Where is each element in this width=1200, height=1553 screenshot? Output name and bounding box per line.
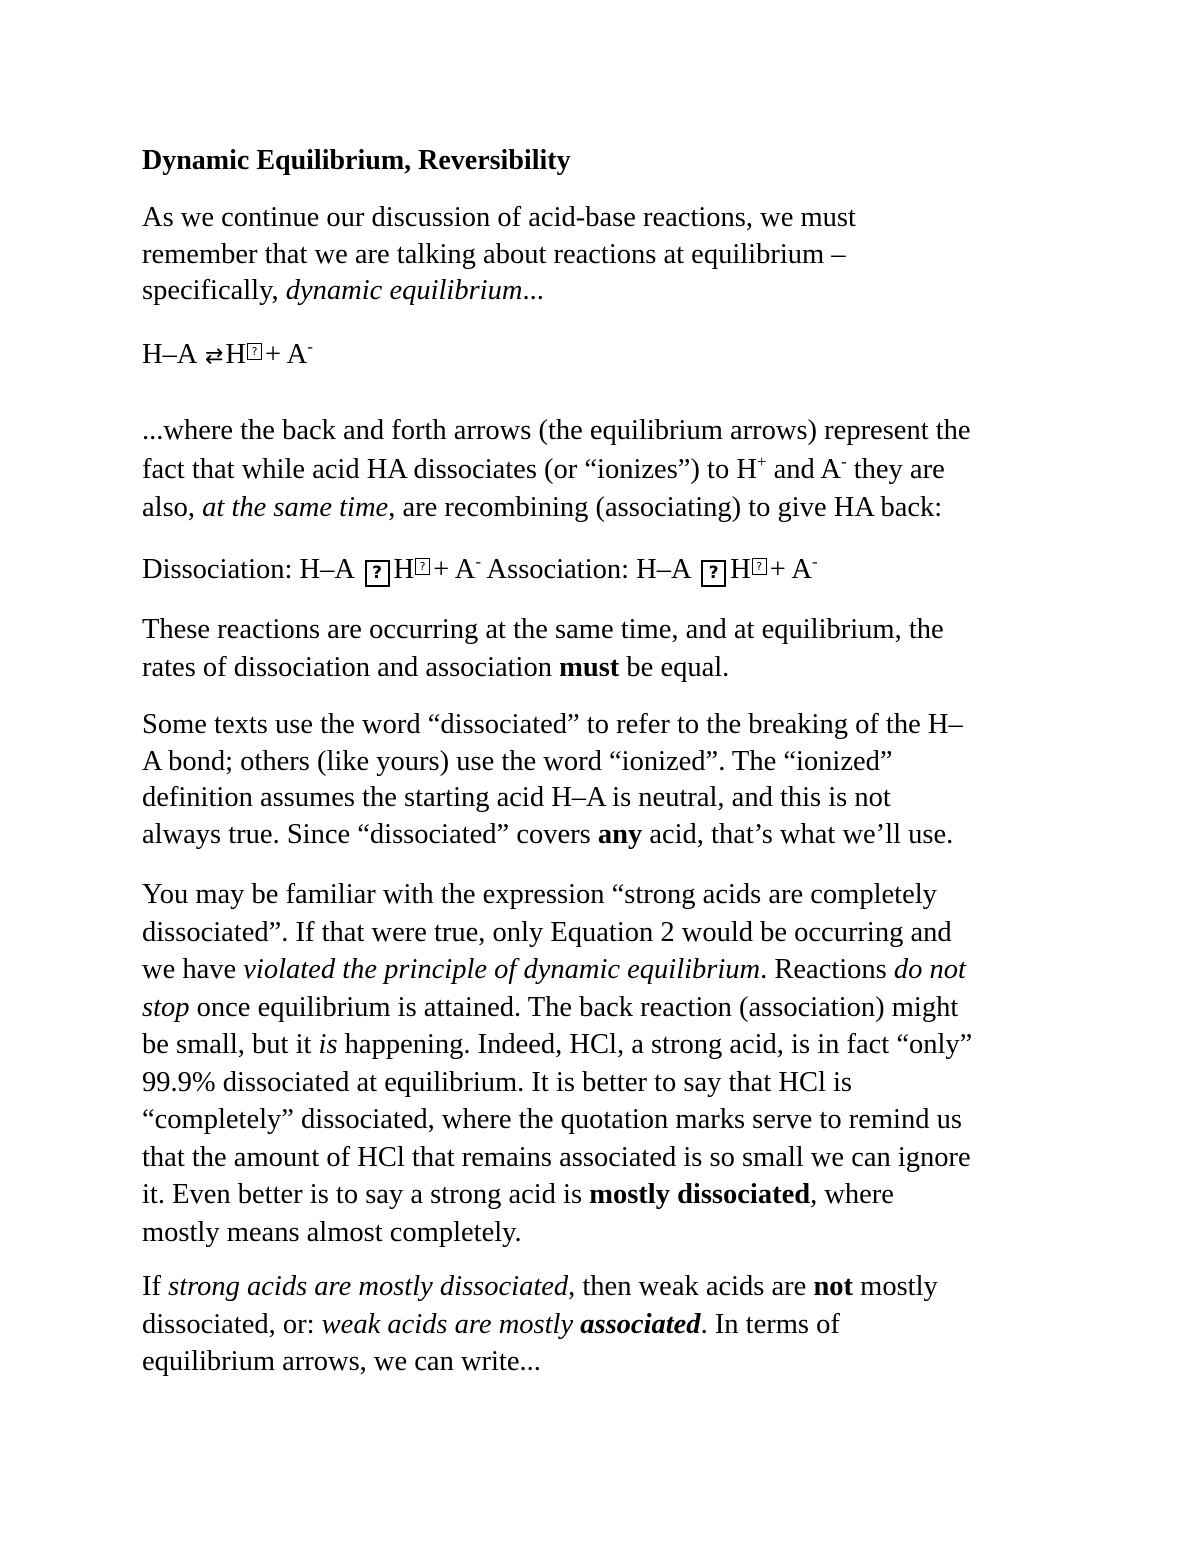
missing-glyph-icon: ?	[701, 560, 726, 587]
text-line	[142, 451, 1082, 490]
text-run: happening. Indeed, HCl, a strong acid, is in fact “only”	[337, 1029, 973, 1060]
emphasis-text: at the same time	[202, 492, 389, 523]
equilibrium-equation	[142, 337, 313, 375]
missing-glyph-icon: ?	[247, 343, 262, 360]
paragraph-rates	[142, 611, 1082, 687]
text-run: ...	[522, 275, 544, 306]
text-line: equilibrium arrows, we can write...	[142, 1346, 541, 1377]
text-run: acid, that’s what we’ll use.	[642, 818, 954, 850]
missing-glyph-icon: ?	[752, 558, 767, 575]
text-run: . In terms of	[700, 1308, 840, 1340]
emphasis-text: violated the principle of dynamic equilibrium	[243, 954, 761, 985]
missing-glyph-icon: ?	[415, 558, 430, 575]
text-line	[142, 649, 1082, 687]
product-a: + A	[769, 554, 812, 585]
text-line	[142, 1026, 1082, 1064]
bold-text: mostly dissociated	[589, 1179, 811, 1210]
product-h: H	[730, 554, 751, 585]
charge-minus: -	[307, 337, 313, 356]
text-line: ...where the back and forth arrows (the equilibrium arrows) represent the	[142, 415, 971, 446]
equilibrium-arrows-icon: ⇄	[204, 344, 224, 369]
text-line: mostly means almost completely.	[142, 1216, 522, 1248]
emphasis-text: strong acids are mostly dissociated	[168, 1271, 569, 1302]
text-run: . Reactions	[760, 954, 894, 985]
text-line: remember that we are talking about reactions at equilibrium –	[142, 238, 846, 270]
text-line	[142, 273, 1082, 310]
text-line: definition assumes the starting acid H–A is neutral, and this is not	[142, 782, 891, 813]
text-run: dissociated, or:	[142, 1308, 322, 1340]
dissociation-association-equations	[142, 552, 818, 588]
text-run: , where	[810, 1179, 894, 1210]
emphasis-text: weak acids are mostly	[321, 1308, 581, 1340]
product-h: H	[225, 339, 246, 370]
text-line	[142, 489, 1082, 528]
text-line	[142, 1306, 1082, 1344]
text-run: rates of dissociation and association	[142, 652, 560, 683]
text-run: If	[142, 1271, 169, 1302]
text-line	[142, 817, 1082, 854]
text-line: “completely” dissociated, where the quotation marks serve to remind us	[142, 1104, 962, 1135]
paragraph-arrows	[142, 412, 1082, 528]
bold-emphasis-text: associated	[580, 1308, 701, 1340]
emphasis-text: is	[318, 1029, 338, 1060]
charge-minus: -	[811, 552, 818, 571]
association-label: Association: H–A	[486, 554, 690, 585]
emphasis-text: do not	[893, 954, 966, 985]
emphasis-text: dynamic equilibrium	[285, 275, 523, 306]
missing-glyph-icon: ?	[365, 560, 390, 587]
text-line: 99.9% dissociated at equilibrium. It is better to say that HCl is	[142, 1066, 853, 1098]
charge-plus: +	[756, 451, 767, 471]
text-run: , are recombining (associating) to give HA back:	[388, 492, 943, 523]
text-line: A bond; others (like yours) use the word “ionized”. The “ionized”	[142, 745, 893, 777]
text-run: be small, but it	[142, 1029, 319, 1060]
text-line: Some texts use the word “dissociated” to refer to the breaking of the H–	[142, 709, 963, 740]
text-run: once equilibrium is attained. The back reaction (association) might	[189, 991, 959, 1023]
paragraph-weak-acids	[142, 1268, 1082, 1381]
text-run: also,	[142, 492, 203, 523]
text-run: mostly	[853, 1271, 938, 1302]
text-line: that the amount of HCl that remains associated is so small we can ignore	[142, 1141, 971, 1173]
charge-minus: -	[475, 552, 481, 571]
text-run: specifically,	[142, 275, 286, 306]
product-a: + A	[265, 339, 308, 370]
paragraph-terminology	[142, 707, 1082, 853]
text-run: they are	[846, 453, 945, 485]
dissociation-label: Dissociation: H–A	[142, 554, 354, 585]
text-line	[142, 989, 1082, 1027]
text-line: dissociated”. If that were true, only Equation 2 would be occurring and	[142, 916, 952, 948]
bold-text: must	[559, 652, 620, 683]
reactant: H–A	[142, 339, 196, 370]
product-h: H	[393, 554, 415, 585]
emphasis-text: stop	[142, 991, 190, 1023]
text-run: we have	[142, 954, 244, 985]
text-run: it. Even better is to say a strong acid is	[142, 1179, 590, 1210]
text-run: always true. Since “dissociated” covers	[142, 818, 598, 850]
text-line: You may be familiar with the expression “strong acids are completely	[142, 879, 937, 910]
text-line	[142, 1268, 1082, 1306]
text-line	[142, 1176, 1082, 1214]
paragraph-strong-acids	[142, 876, 1082, 1251]
text-line: These reactions are occurring at the same time, and at equilibrium, the	[142, 614, 944, 645]
text-line	[142, 951, 1082, 989]
bold-text: any	[597, 818, 643, 850]
text-run: be equal.	[619, 652, 730, 683]
text-run: fact that while acid HA dissociates (or “ionizes”) to H	[142, 453, 757, 485]
bold-text: not	[813, 1271, 854, 1302]
text-run: , then weak acids are	[568, 1271, 814, 1302]
paragraph-intro	[142, 200, 1082, 310]
charge-minus: -	[840, 451, 847, 471]
product-a: + A	[433, 554, 476, 585]
text-run: and A	[766, 453, 841, 485]
text-line: As we continue our discussion of acid-base reactions, we must	[142, 202, 856, 233]
page-title: Dynamic Equilibrium, Reversibility	[142, 145, 571, 176]
